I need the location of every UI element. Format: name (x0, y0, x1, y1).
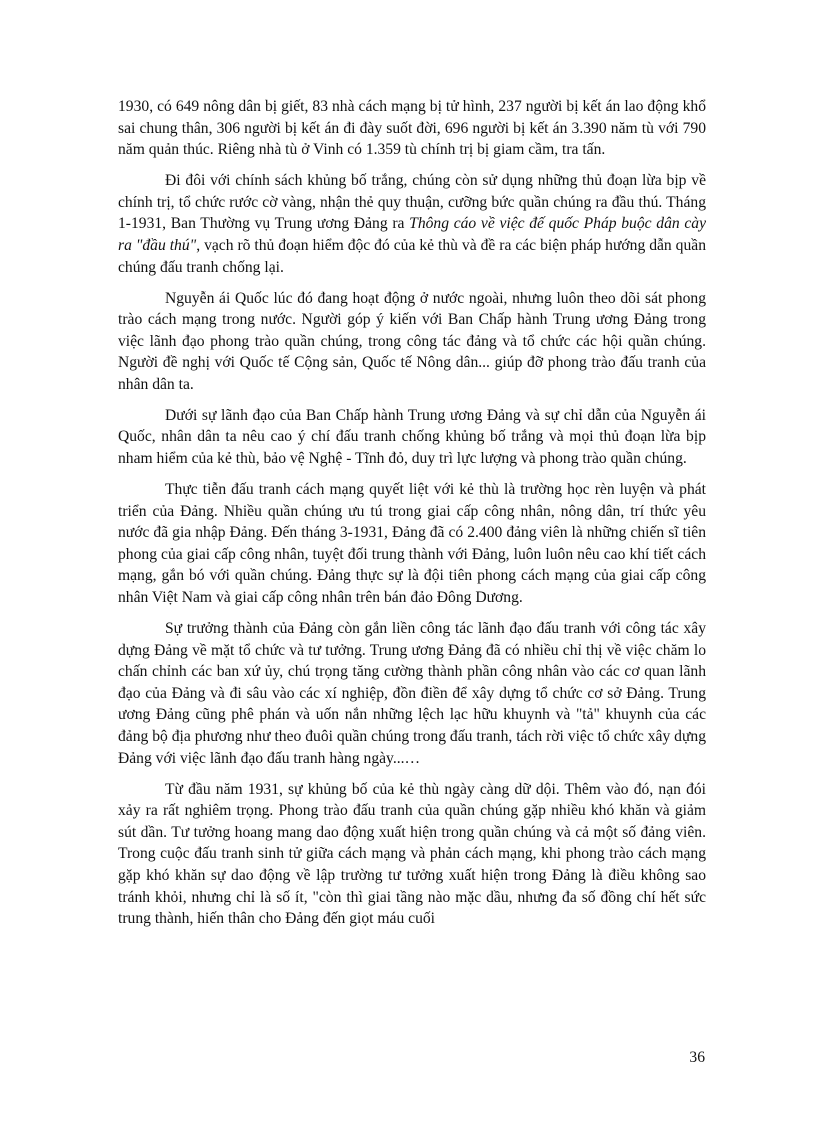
paragraph-3: Nguyễn ái Quốc lúc đó đang hoạt động ở nước ngoài, nhưng luôn theo dõi sát phong trào cách mạng trong nước. Người góp ý kiến với Ban Chấp hành Trung ương Đảng trong việc lãnh đạo phong trào quần chúng, trong công tác đảng và tổ chức các hội quần chúng. Người đề nghị với Quốc tế Cộng sản, Quốc tế Nông dân... giúp đỡ phong trào đấu tranh của nhân dân ta. (118, 289, 706, 393)
body-text (118, 96, 706, 939)
paragraph-2 (118, 170, 706, 278)
paragraph-4: Dưới sự lãnh đạo của Ban Chấp hành Trung ương Đảng và sự chỉ dẫn của Nguyễn ái Quốc, nhân dân ta nêu cao ý chí đấu tranh chống khủng bố trắng và mọi thủ đoạn lừa bịp nham hiểm của kẻ thù, bảo vệ Nghệ - Tĩnh đỏ, duy trì lực lượng và phong trào quần chúng. (118, 406, 706, 468)
paragraph-2-text-start: Đi đôi với chính sách khủng bố trắng, chúng còn sử dụng những thủ đoạn lừa bịp về chính trị, tổ chức rước cờ vàng, nhận thẻ quy thuận, cưỡng bức quần chúng ra đầu thú. Tháng 1-1931, Ban Thường vụ Trung ương Đảng ra (118, 172, 706, 233)
document-title-italic: Thông cáo về việc đế quốc Pháp buộc dân cày ra "đầu thú" (118, 215, 706, 254)
paragraph-6: Sự trưởng thành của Đảng còn gắn liền công tác lãnh đạo đấu tranh với công tác xây dựng Đảng về mặt tổ chức và tư tưởng. Trung ương Đảng đã có nhiều chỉ thị về việc chăm lo chấn chỉnh các ban xứ ủy, chú trọng tăng cường thành phần công nhân vào các cơ quan lãnh đạo của Đảng và đi sâu vào các xí nghiệp, đồn điền để xây dựng tổ chức cơ sở Đảng. Trung ương Đảng cũng phê phán và uốn nắn những lệch lạc hữu khuynh và "tả" khuynh của các đảng bộ địa phương như theo đuôi quần chúng trong đấu tranh, tách rời việc tổ chức xây dựng Đảng với việc lãnh đạo đấu tranh hàng ngày...… (118, 620, 706, 767)
paragraph-1: 1930, có 649 nông dân bị giết, 83 nhà cách mạng bị tử hình, 237 người bị kết án lao động khổ sai chung thân, 306 người bị kết án đi đày suốt đời, 696 người bị kết án 3.390 năm tù với 790 năm quản thúc. Riêng nhà tù ở Vinh có 1.359 tù chính trị bị giam cầm, tra tấn. (118, 98, 706, 159)
paragraph-7: Từ đầu năm 1931, sự khủng bố của kẻ thù ngày càng dữ dội. Thêm vào đó, nạn đói xảy ra rất nghiêm trọng. Phong trào đấu tranh của quần chúng gặp nhiều khó khăn và giảm sút dần. Tư tưởng hoang mang dao động xuất hiện trong quần chúng và cả một số đảng viên. Trong cuộc đấu tranh sinh tử giữa cách mạng và phản cách mạng, khi phong trào cách mạng gặp khó khăn sự dao động về lập trường tư tưởng xuất hiện trong Đảng là điều không sao tránh khỏi, nhưng chỉ là số ít, "còn thì giai tầng nào mặc dầu, nhưng đa số đồng chí hết sức trung thành, hiến thân cho Đảng đến giọt máu cuối (118, 780, 706, 928)
page-number: 36 (689, 1049, 705, 1066)
paragraph-5: Thực tiễn đấu tranh cách mạng quyết liệt với kẻ thù là trường học rèn luyện và phát triển của Đảng. Nhiều quần chúng ưu tú trong giai cấp công nhân, nông dân, trí thức yêu nước đã gia nhập Đảng. Đến tháng 3-1931, Đảng đã có 2.400 đảng viên là những chiến sĩ tiên phong của giai cấp công nhân, tuyệt đối trung thành với Đảng, luôn luôn nêu cao khí tiết cách mạng, gắn bó với quần chúng. Đảng thực sự là đội tiên phong cách mạng của giai cấp công nhân Việt Nam và giai cấp công nhân trên bán đảo Đông Dương. (118, 481, 706, 607)
paragraph-2-text-end: , vạch rõ thủ đoạn hiểm độc đó của kẻ thù và đề ra các biện pháp hướng dẫn quần chúng đấu tranh chống lại. (118, 236, 706, 276)
